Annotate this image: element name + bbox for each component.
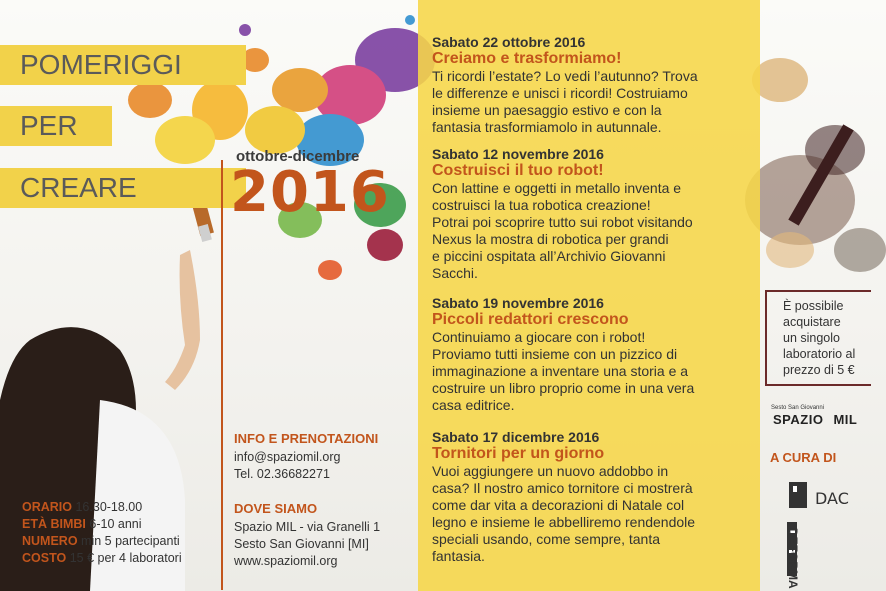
title-line-2: PER (20, 110, 78, 141)
event-desc-line: legno e insieme le abbelliremo rendendole (432, 514, 696, 530)
deforma-logo: DEFORMA (786, 528, 800, 589)
event-date: Sabato 12 novembre 2016 (432, 146, 604, 162)
note-line: È possibile (783, 299, 844, 313)
event-4 (432, 429, 752, 565)
event-desc-line: costruisci la tua robotica creazione! (432, 197, 651, 213)
single-lab-note (765, 290, 871, 386)
event-desc-line: Vuoi aggiungere un nuovo addobbo in (432, 463, 669, 479)
event-desc-line: fantasia. (432, 548, 485, 564)
event-desc-line: speciali usando, come sempre, tanta (432, 531, 661, 547)
title-line-1: POMERIGGI (20, 49, 182, 80)
mil-text: MIL (833, 412, 858, 427)
spazio-text: SPAZIO (773, 412, 824, 427)
note-line: prezzo di 5 € (783, 363, 855, 377)
event-title: Tornitori per un giorno (432, 445, 605, 462)
fact-item (22, 517, 182, 534)
fact-key: NUMERO (22, 534, 78, 548)
divider-line (221, 160, 223, 590)
event-date: Sabato 19 novembre 2016 (432, 295, 604, 311)
location-heading: DOVE SIAMO (234, 501, 318, 516)
event-desc-line: fantasia trasformiamolo in autunnale. (432, 119, 662, 135)
fact-item (22, 500, 182, 517)
event-desc-line: insieme un paesaggio estivo e con la (432, 102, 662, 118)
event-date: Sabato 22 ottobre 2016 (432, 34, 586, 50)
info-heading: INFO E PRENOTAZIONI (234, 431, 379, 446)
fact-item (22, 551, 182, 568)
sesto-label: Sesto San Giovanni (771, 405, 825, 411)
fact-value: 15 € per 4 laboratori (69, 551, 182, 565)
event-desc-line: casa editrice. (432, 397, 515, 413)
event-desc-line: le differenze e unisci i ricordi! Costruiamo (432, 85, 688, 101)
event-desc-line: Continuiamo a giocare con i robot! (432, 329, 646, 345)
location-address-1: Spazio MIL - via Granelli 1 (234, 520, 381, 534)
fact-key: COSTO (22, 551, 67, 565)
title-line-3: CREARE (20, 172, 137, 203)
event-desc-line: Nexus la mostra di robotica per grandi (432, 231, 669, 247)
info-phone: Tel. 02.36682271 (234, 467, 330, 481)
fact-key: ETÀ BIMBI (22, 517, 86, 531)
event-desc-line: come dar vita a decorazioni di Natale col (432, 497, 685, 513)
event-date: Sabato 17 dicembre 2016 (432, 429, 600, 445)
location-website-link[interactable]: www.spaziomil.org (234, 554, 338, 568)
note-line: un singolo (783, 331, 840, 345)
dac-logo: DAC (815, 489, 849, 508)
fact-key: ORARIO (22, 500, 72, 514)
event-1 (432, 34, 752, 136)
event-desc-line: Potrai poi scoprire tutto sui robot visitando (432, 214, 693, 230)
dac-figure-icon (783, 478, 813, 514)
title-band-2 (0, 106, 112, 146)
event-desc-line: Con lattine e oggetti in metallo inventa e (432, 180, 682, 196)
event-desc-line: casa? Il nostro amico tornitore ci mostrerà (432, 480, 693, 496)
event-title: Costruisci il tuo robot! (432, 162, 604, 179)
title-band-1 (0, 45, 246, 85)
event-desc-line: Sacchi. (432, 265, 478, 281)
note-line: laboratorio al (783, 347, 856, 361)
event-desc-line: Proviamo tutti insieme con un pizzico di (432, 346, 678, 362)
event-title: Creiamo e trasformiamo! (432, 50, 622, 67)
event-desc-line: immaginazione a inventare una storia e a (432, 363, 689, 379)
fact-item (22, 534, 182, 551)
spazio-mil-logo (773, 412, 857, 427)
event-desc-line: costruire un libro proprio come in una vera (432, 380, 695, 396)
note-line: acquistare (783, 315, 841, 329)
a-cura-di-label: A CURA DI (770, 450, 837, 465)
fact-value: min 5 partecipanti (81, 534, 180, 548)
event-desc-line: Ti ricordi l’estate? Lo vedi l’autunno? Trova (432, 68, 698, 84)
event-title: Piccoli redattori crescono (432, 311, 629, 328)
event-2 (432, 146, 752, 282)
info-email-link[interactable]: info@spaziomil.org (234, 450, 341, 464)
period-label: ottobre-dicembre (236, 148, 360, 165)
fact-value: 16.30-18.00 (75, 500, 143, 514)
year-label: 2016 (230, 160, 390, 225)
location-address-2: Sesto San Giovanni [MI] (234, 537, 369, 551)
event-desc-line: e piccini ospitata all’Archivio Giovanni (432, 248, 666, 264)
event-3 (432, 295, 752, 414)
title-band-3 (0, 168, 246, 208)
fact-value: 6-10 anni (89, 517, 142, 531)
facts-list (22, 500, 182, 568)
